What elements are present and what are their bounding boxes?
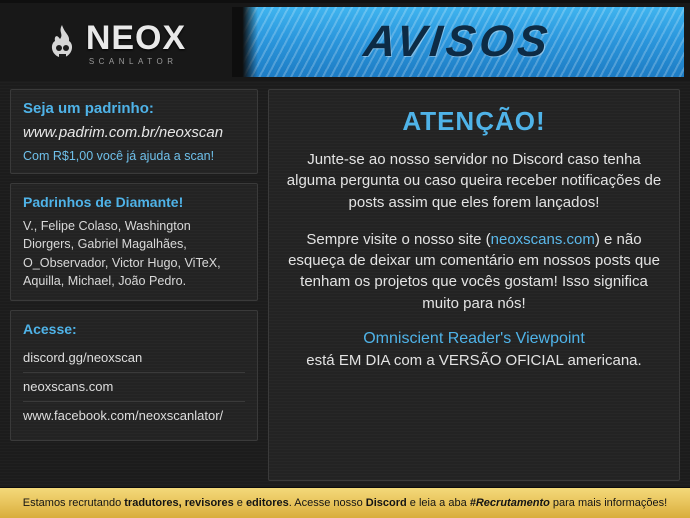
diamond-sponsors-card bbox=[10, 183, 258, 301]
sponsor-link[interactable]: www.padrim.com.br/neoxscan bbox=[23, 124, 224, 141]
list-item[interactable]: neoxscans.com bbox=[23, 373, 245, 402]
content-area bbox=[0, 81, 690, 481]
attention-title: ATENÇÃO! bbox=[402, 106, 546, 136]
list-item[interactable]: www.facebook.com/neoxscanlator/ bbox=[23, 408, 224, 423]
page-header bbox=[0, 3, 690, 81]
site-link[interactable]: neoxscans.com bbox=[490, 230, 595, 248]
flame-skull-icon bbox=[46, 24, 78, 62]
project-status: está EM DIA com a VERSÃO OFICIAL americana. bbox=[306, 352, 642, 370]
paragraph2-after: ) e não esqueça de deixar um comentário em nossos posts que tenham os projetos que vocês gostam! Isso significa muito para nós! bbox=[288, 230, 660, 312]
sponsor-title: Seja um padrinho: bbox=[23, 100, 154, 117]
footer-part-2: e bbox=[233, 497, 246, 509]
footer-tab[interactable]: #Recrutamento bbox=[469, 497, 550, 509]
paragraph2-before: Sempre visite o nosso site ( bbox=[306, 230, 491, 248]
diamond-title: Padrinhos de Diamante! bbox=[23, 194, 184, 210]
sponsor-card bbox=[10, 89, 258, 174]
footer-part-5: para mais informações! bbox=[549, 497, 668, 509]
announcement-panel bbox=[268, 89, 680, 481]
diamond-names: V., Felipe Colaso, Washington Diorgers, Gabriel Magalhães, O_Observador, Victor Hugo, ViTeX, Aquilla, Michael, João Pedro. bbox=[23, 219, 221, 288]
brand-name: NEOX bbox=[85, 18, 187, 57]
footer-part-4: e leia a aba bbox=[406, 497, 470, 509]
access-link-list bbox=[23, 344, 245, 430]
list-item[interactable]: discord.gg/neoxscan bbox=[23, 344, 245, 373]
sponsor-note: Com R$1,00 você já ajuda a scan! bbox=[23, 149, 215, 163]
recruitment-footer bbox=[0, 487, 690, 518]
brand-logo bbox=[0, 3, 232, 81]
project-title: Omniscient Reader's Viewpoint bbox=[363, 330, 585, 348]
footer-roles: tradutores, revisores bbox=[124, 497, 234, 509]
footer-part-3: . Acesse nosso bbox=[288, 497, 366, 509]
brand-subtitle: SCANLATOR bbox=[88, 56, 178, 66]
announcement-paragraph-1: Junte-se ao nosso servidor no Discord caso tenha alguma pergunta ou caso queira receber notificações de posts assim que eles forem lançados! bbox=[286, 151, 662, 211]
access-card bbox=[10, 310, 258, 441]
footer-discord[interactable]: Discord bbox=[365, 497, 407, 509]
left-column bbox=[10, 89, 258, 481]
banner-title: AVISOS bbox=[361, 17, 555, 66]
footer-roles-2: editores bbox=[245, 497, 289, 509]
footer-part-1: Estamos recrutando bbox=[22, 497, 125, 509]
banner bbox=[232, 7, 684, 77]
footer-text bbox=[17, 497, 673, 509]
access-title: Acesse: bbox=[23, 321, 77, 337]
announcement-paragraph-2 bbox=[285, 229, 663, 314]
